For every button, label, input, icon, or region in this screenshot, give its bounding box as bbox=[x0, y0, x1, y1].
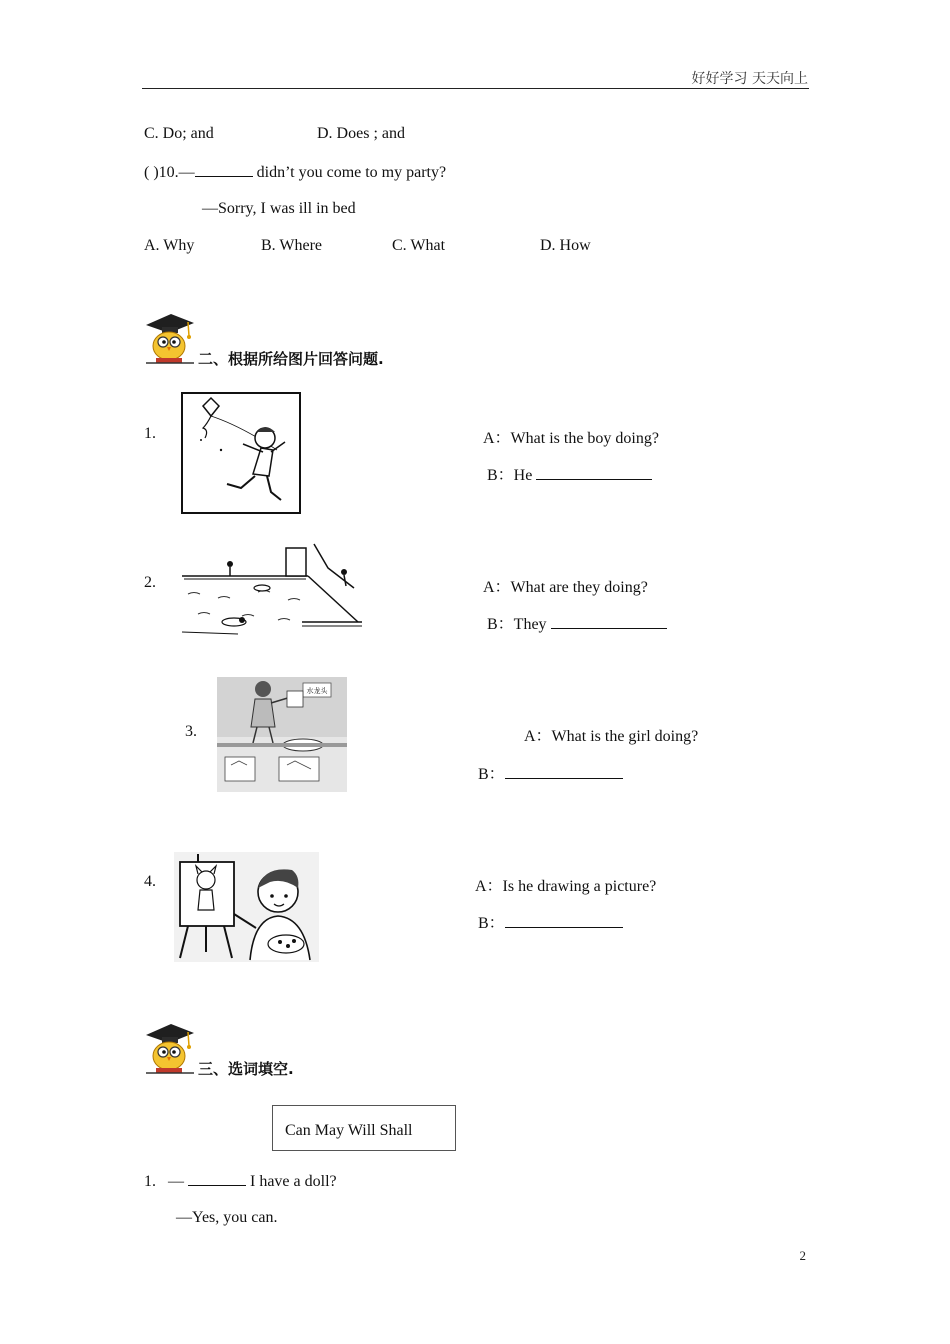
people-swimming-picture bbox=[178, 542, 364, 638]
header-motto: 好好学习 天天向上 bbox=[691, 71, 808, 87]
q10-question: didn’t you come to my party? bbox=[252, 164, 447, 181]
s2-item2-answer-line bbox=[487, 611, 667, 634]
s2-item3-question: A：What is the girl doing? bbox=[524, 728, 699, 745]
s2-item1-question: A：What is the boy doing? bbox=[483, 430, 659, 447]
boy-flying-kite-picture bbox=[181, 392, 301, 514]
q10-paren: ( ) bbox=[144, 164, 159, 181]
s2-item4-answer-line bbox=[478, 910, 623, 933]
s2-item2-answer-prefix: B：They bbox=[487, 616, 547, 633]
q10-number: 10.— bbox=[158, 164, 195, 181]
q10-blank[interactable] bbox=[195, 162, 253, 177]
boy-drawing-picture bbox=[174, 852, 319, 962]
s3-q1-line bbox=[144, 1171, 337, 1191]
girl-washing-clothes-picture bbox=[217, 677, 347, 792]
s3-q1-dash: — bbox=[168, 1173, 184, 1190]
q9-option-c: C. Do; and bbox=[144, 125, 214, 142]
s2-item3-blank[interactable] bbox=[505, 764, 623, 779]
s2-item3-answer-line bbox=[478, 761, 623, 784]
s2-item1-answer-prefix: B：He bbox=[487, 467, 533, 484]
s2-item2-number: 2. bbox=[144, 574, 156, 591]
header-rule bbox=[142, 88, 809, 89]
word-choice-box bbox=[272, 1105, 456, 1151]
s2-item3-answer-prefix: B： bbox=[478, 766, 505, 783]
q10-option-a: A. Why bbox=[144, 237, 195, 254]
s2-item4-blank[interactable] bbox=[505, 913, 623, 928]
s2-item4-answer-prefix: B： bbox=[478, 915, 505, 932]
page-number: 2 bbox=[799, 1248, 806, 1263]
s2-item1-blank[interactable] bbox=[536, 465, 652, 480]
s2-item4-question: A：Is he drawing a picture? bbox=[475, 878, 657, 895]
word-choice-list: Can May Will Shall bbox=[285, 1122, 413, 1139]
s3-q1-answer: —Yes, you can. bbox=[176, 1209, 278, 1226]
graduation-owl-icon bbox=[142, 1018, 196, 1076]
s2-item2-blank[interactable] bbox=[551, 614, 667, 629]
section2-title: 二、根据所给图片回答问题. bbox=[198, 350, 384, 368]
section3-title: 三、选词填空. bbox=[198, 1060, 294, 1078]
faucet-sign-text: 水龙头 bbox=[306, 687, 328, 695]
s3-q1-blank[interactable] bbox=[188, 1171, 246, 1186]
s2-item3-number: 3. bbox=[185, 723, 197, 740]
s3-q1-number: 1. bbox=[144, 1173, 156, 1190]
q10-option-c: C. What bbox=[392, 237, 446, 254]
q10-option-d: D. How bbox=[540, 237, 591, 254]
q9-option-d: D. Does ; and bbox=[317, 125, 405, 142]
s2-item1-number: 1. bbox=[144, 425, 156, 442]
s3-q1-question: I have a doll? bbox=[246, 1173, 337, 1190]
s2-item1-answer-line bbox=[487, 462, 652, 485]
q10-answer: —Sorry, I was ill in bed bbox=[202, 200, 356, 217]
s2-item4-number: 4. bbox=[144, 873, 156, 890]
q10-option-b: B. Where bbox=[261, 237, 323, 254]
q10-line bbox=[144, 162, 446, 182]
graduation-owl-icon bbox=[142, 308, 196, 366]
s2-item2-question: A：What are they doing? bbox=[483, 579, 648, 596]
